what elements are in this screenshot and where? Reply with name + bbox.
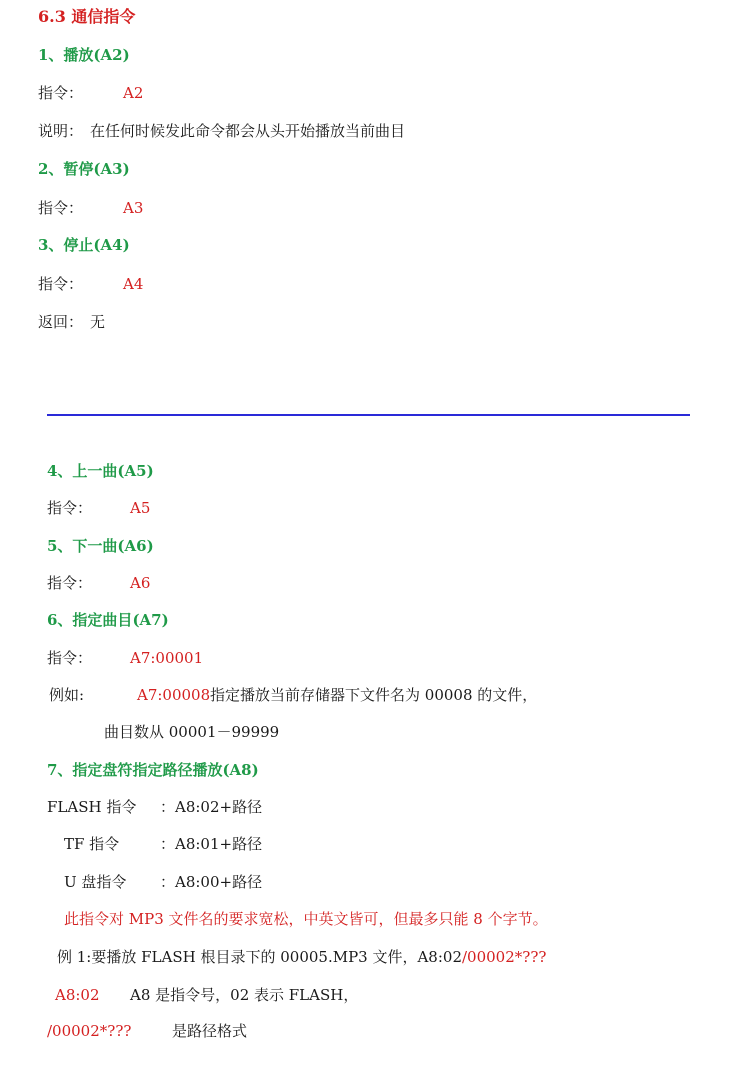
- cmd-value-select: A7:00001: [130, 649, 204, 667]
- explain2-code: /00002*???: [47, 1022, 132, 1040]
- cmd-value-pause: A3: [123, 199, 144, 217]
- tf-value: ：A8:01+路径: [160, 835, 263, 853]
- example-label-select: 例如:: [49, 686, 85, 704]
- path-example: [57, 947, 546, 967]
- cmd-label-pause: 指令：: [38, 199, 84, 217]
- example-code-select: A7:00008: [137, 686, 211, 704]
- cmd-label-prev: 指令：: [47, 499, 93, 517]
- desc-label-play: 说明：: [38, 122, 84, 140]
- range-text-select: 曲目数从 00001－99999: [104, 723, 280, 741]
- cmd-label-stop: 指令：: [38, 275, 84, 293]
- path-example-prefix: 例 1:要播放 FLASH 根目录下的 00005.MP3 文件，A8:02: [57, 948, 462, 966]
- desc-text-play: 在任何时候发此命令都会从头开始播放当前曲目: [90, 122, 406, 140]
- return-value-stop: 无: [90, 313, 106, 331]
- heading-pause: 2、暂停(A3): [38, 160, 130, 178]
- heading-path: 7、指定盘符指定路径播放(A8): [47, 761, 259, 779]
- return-label-stop: 返回：: [38, 313, 84, 331]
- explain1-text: A8 是指令号，02 表示 FLASH，: [130, 986, 359, 1004]
- path-example-path: /00002*???: [462, 948, 547, 966]
- cmd-label-play: 指令：: [38, 84, 84, 102]
- cmd-value-prev: A5: [130, 499, 151, 517]
- example-text-select: 指定播放当前存储器下文件名为 00008 的文件，: [210, 686, 538, 704]
- cmd-label-next: 指令：: [47, 574, 93, 592]
- explain1-code: A8:02: [55, 986, 100, 1004]
- cmd-label-select: 指令：: [47, 649, 93, 667]
- heading-play: 1、播放(A2): [38, 46, 130, 64]
- section-title: 6.3 通信指令: [38, 7, 136, 26]
- heading-prev: 4、上一曲(A5): [47, 462, 154, 480]
- cmd-value-stop: A4: [123, 275, 144, 293]
- divider: [47, 414, 690, 416]
- cmd-value-play: A2: [123, 84, 144, 102]
- tf-label: TF 指令: [64, 835, 120, 853]
- explain2-text: 是路径格式: [172, 1022, 248, 1040]
- heading-next: 5、下一曲(A6): [47, 537, 154, 555]
- flash-value: ：A8:02+路径: [160, 798, 263, 816]
- cmd-value-next: A6: [130, 574, 151, 592]
- u-label: U 盘指令: [64, 873, 127, 891]
- heading-stop: 3、停止(A4): [38, 236, 130, 254]
- u-value: ：A8:00+路径: [160, 873, 263, 891]
- flash-label: FLASH 指令: [47, 798, 137, 816]
- path-note: 此指令对 MP3 文件名的要求宽松，中英文皆可，但最多只能 8 个字节。: [64, 910, 548, 928]
- heading-select: 6、指定曲目(A7): [47, 611, 169, 629]
